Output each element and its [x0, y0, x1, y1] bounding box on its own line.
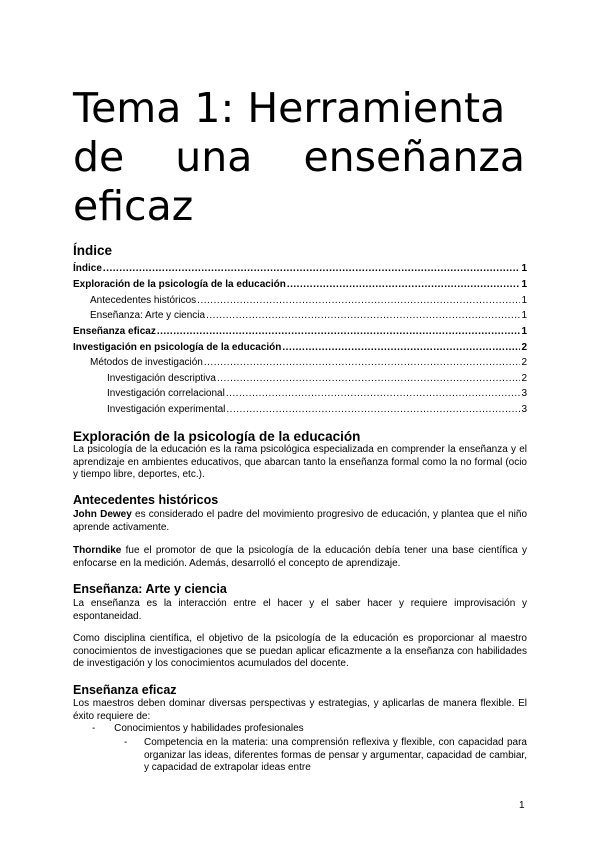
page-number: 1 [519, 800, 525, 811]
toc-entry[interactable]: Investigación descriptiva ..... 2 [107, 372, 527, 386]
paragraph: John Dewey es considerado el padre del movimiento progresivo de educación, y plantea que el niño aprende activamente. [73, 509, 527, 533]
person-name: Thorndike [73, 545, 122, 556]
dash-bullet: - [124, 737, 128, 748]
title-line-2: de una enseñanza [73, 133, 525, 181]
toc-entry[interactable]: Enseñanza eficaz ..... 1 [73, 325, 527, 339]
toc-entry[interactable]: Métodos de investigación ..... 2 [90, 356, 527, 370]
paragraph: La psicología de la educación es la rama psicológica especializada en comprender la enseñanza y el aprendizaje en ambientes educativos, que abarcan tanto la enseñanza formal como la no formal (ocio y tiempo libre, deportes, etc.). [73, 444, 527, 480]
section-heading: Antecedentes históricos [73, 493, 219, 507]
section-heading: Exploración de la psicología de la educación [73, 429, 361, 444]
section-heading: Enseñanza: Arte y ciencia [73, 582, 227, 596]
title-line-3: eficaz [73, 182, 194, 230]
index-heading: Índice [73, 243, 113, 258]
toc-entry[interactable]: Antecedentes históricos ..... 1 [90, 294, 527, 308]
toc-entry[interactable]: Investigación correlacional ..... 3 [107, 387, 527, 401]
paragraph: Thorndike fue el promotor de que la psicología de la educación debía tener una base científica y enfocarse en la medición. Además, desarrolló el concepto de aprendizaje. [73, 545, 527, 569]
dash-bullet: - [92, 723, 96, 734]
toc-entry[interactable]: Enseñanza: Arte y ciencia ..... 1 [90, 309, 527, 323]
document-title [73, 84, 525, 231]
toc-entry[interactable]: Exploración de la psicología de la educación ..... 1 [73, 278, 527, 292]
paragraph: Como disciplina científica, el objetivo de la psicología de la educación es proporcionar al maestro conocimientos de investigaciones que se puedan aplicar eficazmente a la enseñanza con habilidades de investigación y los conocimientos acumulados del docente. [73, 633, 527, 669]
toc-entry[interactable]: Índice ..... 1 [73, 262, 527, 276]
paragraph: Los maestros deben dominar diversas perspectivas y estrategias, y aplicarlas de manera flexible. El éxito requiere de: [73, 698, 527, 722]
list-item: - Competencia en la materia: una comprensión reflexiva y flexible, con capacidad para organizar las ideas, diferentes formas de pensar y argumentar, capacidad de cambiar, y capacidad de extrapolar ideas entre [124, 737, 527, 773]
toc-entry[interactable]: Investigación experimental ..... 3 [107, 403, 527, 417]
title-line-1: Tema 1: Herramienta [73, 84, 506, 132]
list-item: - Conocimientos y habilidades profesionales [92, 723, 304, 734]
toc-entry[interactable]: Investigación en psicología de la educación ..... 2 [73, 341, 527, 355]
section-heading: Enseñanza eficaz [73, 683, 177, 697]
paragraph: La enseñanza es la interacción entre el hacer y el saber hacer y requiere improvisación y espontaneidad. [73, 598, 527, 622]
person-name: John Dewey [73, 509, 132, 520]
